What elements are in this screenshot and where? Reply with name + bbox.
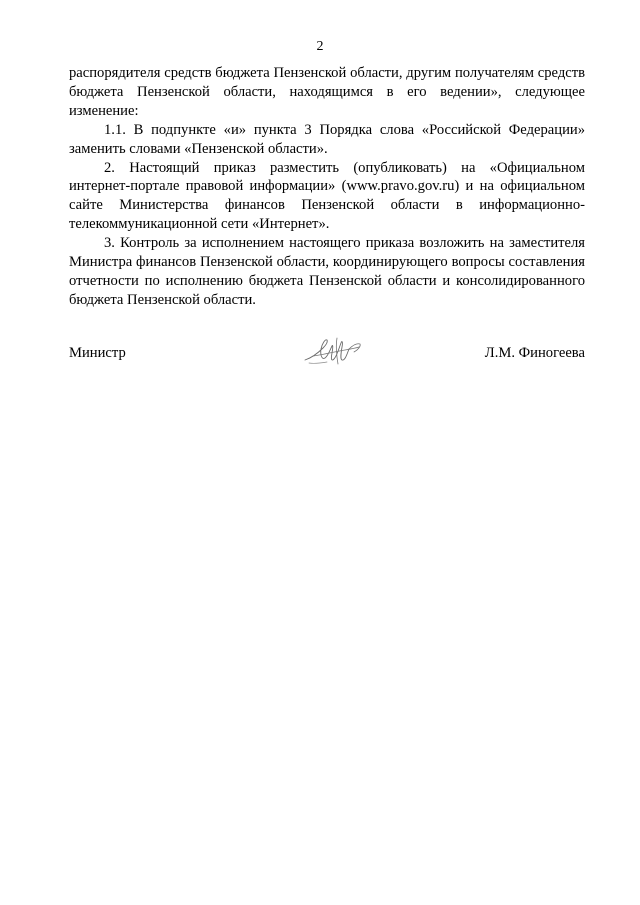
- signatory-title: Министр: [69, 345, 126, 361]
- signatory-name: Л.М. Финогеева: [484, 345, 585, 361]
- paragraph-continuation: распорядителя средств бюджета Пензенской области, другим получателям средств бюджета Пензенской области, находящимся в его ведении», следующее изменение:: [69, 65, 585, 119]
- signature-block: [69, 340, 585, 380]
- page-number: 2: [316, 39, 324, 54]
- paragraph-1-1: 1.1. В подпункте «и» пункта 3 Порядка слова «Российской Федерации» заменить словами «Пензенской области».: [69, 121, 585, 157]
- handwritten-signature: [301, 334, 365, 370]
- paragraph-3: 3. Контроль за исполнением настоящего приказа возложить на заместителя Министра финансов Пензенской области, координирующего вопросы составления отчетности по исполнению бюджета Пензенской области и консолидированного бюджета Пензенской области.: [69, 235, 585, 308]
- document-body: [69, 64, 585, 310]
- paragraph-2: 2. Настоящий приказ разместить (опубликовать) на «Официальном интернет-портале правовой информации» (www.pravo.gov.ru) и на официальном сайте Министерства финансов Пензенской области в информационно-телекоммуникационной сети «Интернет».: [69, 159, 585, 233]
